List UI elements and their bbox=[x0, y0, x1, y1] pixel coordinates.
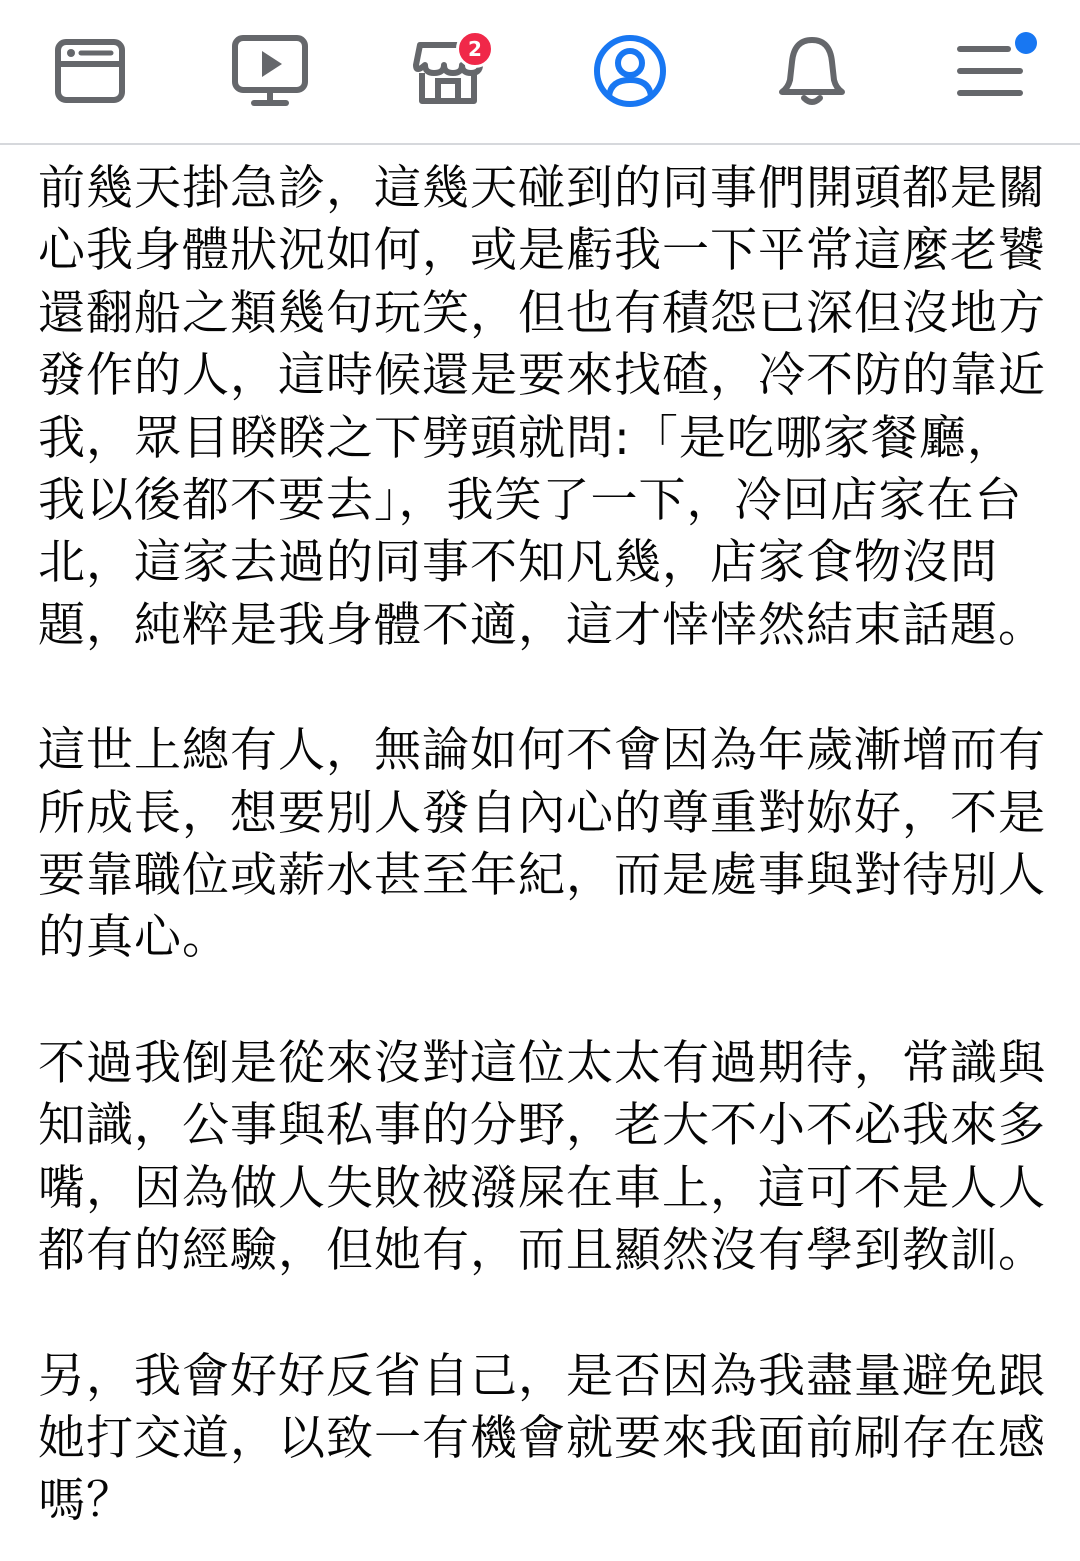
nav-tab-menu[interactable] bbox=[940, 26, 1040, 116]
menu-unread-dot bbox=[1015, 32, 1037, 54]
post-paragraph: 另，我會好好反省自己，是否因為我盡量避免跟 她打交道，以致一有機會就要來我面前刷存在感 嗎？ bbox=[38, 1348, 1046, 1529]
post-paragraph: 這世上總有人，無論如何不會因為年歲漸增而有 所成長，想要別人發自內心的尊重對妳好，不是 要靠職位或薪水甚至年紀，而是處事與對待別人 的真心。 bbox=[38, 723, 1046, 966]
nav-tab-notifications[interactable] bbox=[762, 26, 862, 116]
post-paragraph: 不過我倒是從來沒對這位太太有過期待，常識與 知識，公事與私事的分野，老大不小不必我來多 嘴，因為做人失敗被潑屎在車上，這可不是人人 都有的經驗，但她有，而且顯然沒有學到教訓。 bbox=[38, 1035, 1046, 1279]
top-navigation-bar bbox=[0, 0, 1080, 145]
hamburger-menu-icon bbox=[956, 41, 1024, 101]
nav-tab-watch[interactable] bbox=[220, 26, 320, 116]
video-play-icon bbox=[232, 35, 308, 107]
news-feed-icon bbox=[55, 36, 125, 106]
marketplace-notification-badge: 2 bbox=[456, 30, 494, 68]
profile-avatar-icon bbox=[593, 34, 667, 108]
post-body bbox=[38, 158, 1048, 1533]
nav-tab-profile[interactable] bbox=[580, 26, 680, 116]
nav-tab-news-feed[interactable] bbox=[40, 26, 140, 116]
nav-tab-marketplace[interactable] bbox=[398, 26, 498, 116]
post-paragraph: 前幾天掛急診，這幾天碰到的同事們開頭都是關 心我身體狀況如何，或是虧我一下平常這麼老饕 還翻船之類幾句玩笑，但也有積怨已深但沒地方 發作的人，這時候還是要來找碴，冷不防的靠近 我，眾目睽睽之下劈頭就問:「是吃哪家餐廳， 我以後都不要去」，我笑了一下，冷回店家在台 北，這家去過的同事不知凡幾，店家食物沒問 題，純粹是我身體不適，這才悻悻然結束話題。 bbox=[38, 161, 1046, 653]
bell-icon bbox=[778, 34, 846, 108]
